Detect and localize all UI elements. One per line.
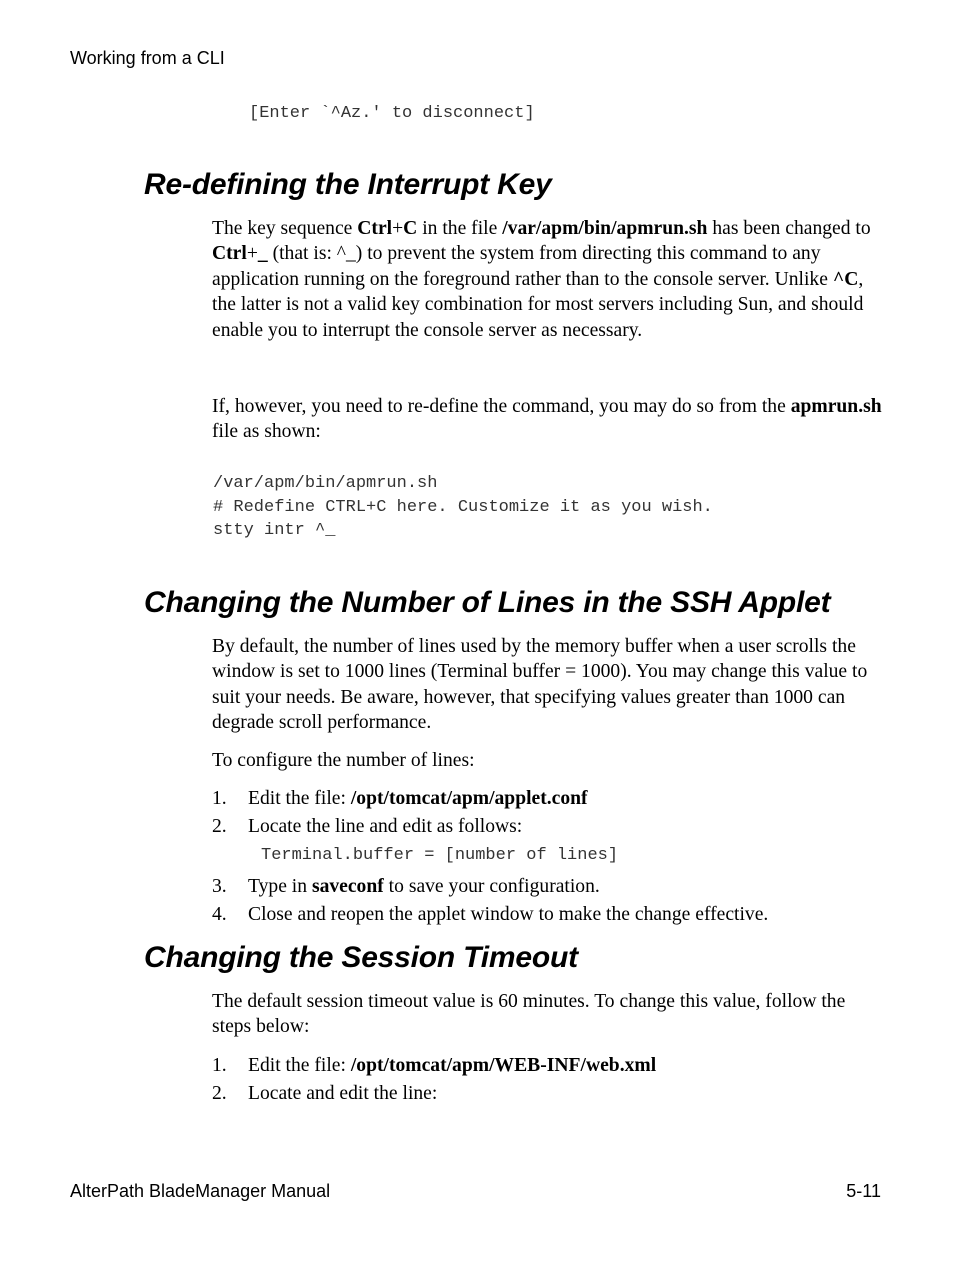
- list-item: 2. Locate the line and edit as follows:: [212, 816, 523, 837]
- list-item: 3. Type in saveconf to save your configuration.: [212, 876, 600, 897]
- footer-manual-title: AlterPath BladeManager Manual: [70, 1181, 331, 1201]
- page-number: 5-11: [846, 1181, 881, 1201]
- code-block: [213, 472, 713, 543]
- list-item: 4. Close and reopen the applet window to make the change effective.: [212, 904, 769, 925]
- paragraph: If, however, you need to re-define the command, you may do so from the apmrun.sh file as shown:: [212, 396, 882, 443]
- code-line: stty intr ^_: [213, 521, 336, 541]
- section-heading-interrupt-key: Re-defining the Interrupt Key: [144, 168, 552, 201]
- paragraph: The key sequence Ctrl+C in the file /var/apm/bin/apmrun.sh has been changed to Ctrl+_ (that is: ^_) to prevent the system from directing this command to any application running on the foreground rather than to the console server. Unlike ^C, the latter is not a valid key combination for most servers including Sun, and should enable you to interrupt the console server as necessary.: [212, 218, 871, 341]
- list-item: 1. Edit the file: /opt/tomcat/apm/WEB-INF/web.xml: [212, 1055, 657, 1076]
- list-item: 1. Edit the file: /opt/tomcat/apm/applet.conf: [212, 788, 588, 809]
- paragraph: The default session timeout value is 60 minutes. To change this value, follow the steps below:: [212, 991, 846, 1038]
- section-heading-ssh-applet-lines: Changing the Number of Lines in the SSH Applet: [144, 586, 831, 619]
- paragraph: To configure the number of lines:: [212, 750, 475, 771]
- running-header: Working from a CLI: [70, 48, 225, 68]
- section-heading-session-timeout: Changing the Session Timeout: [144, 941, 578, 974]
- paragraph: By default, the number of lines used by the memory buffer when a user scrolls the window is set to 1000 lines (Terminal buffer = 1000). You may change this value to suit your needs. Be aware, however, that specifying values greater than 1000 can degrade scroll performance.: [212, 636, 868, 734]
- code-line: [Enter `^Az.' to disconnect]: [249, 104, 535, 123]
- code-line: # Redefine CTRL+C here. Customize it as you wish.: [213, 497, 713, 517]
- list-item: 2. Locate and edit the line:: [212, 1083, 438, 1104]
- code-line: Terminal.buffer = [number of lines]: [261, 846, 619, 865]
- code-line: /var/apm/bin/apmrun.sh: [213, 474, 438, 493]
